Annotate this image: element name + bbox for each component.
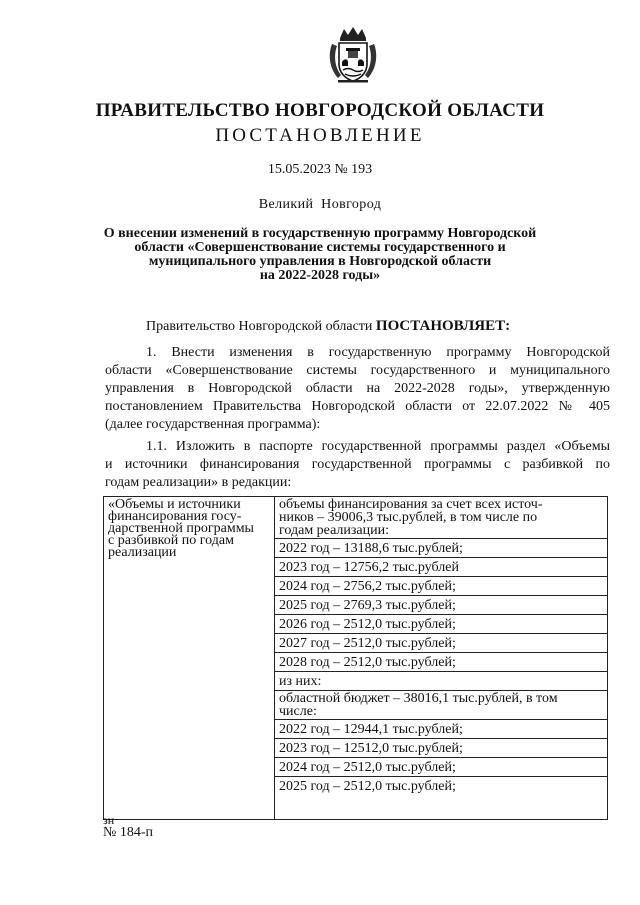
paragraph-line: области «Совершенствование системы государственного и муниципального — [105, 363, 610, 378]
funding-table — [103, 496, 608, 820]
funding-intro — [275, 497, 607, 539]
regional-budget — [275, 691, 607, 720]
funding-intro-line: объемы финансирования за счет всех источ- — [279, 497, 543, 512]
of-them-label: из них: — [275, 672, 607, 691]
title-line: муниципального управления в Новгородской области — [148, 254, 492, 269]
paragraph-line: годам реализации» в редакции: — [105, 475, 292, 490]
left-cell-line: дарственной программы — [108, 521, 254, 536]
regional-budget-line: числе: — [279, 704, 317, 719]
document-title — [0, 227, 640, 283]
intro-paragraph — [146, 317, 610, 336]
table-right-cell — [275, 497, 608, 820]
document-type: ПОСТАНОВЛЕНИЕ — [215, 125, 425, 146]
paragraph-line: (далее государственная программа): — [105, 417, 321, 432]
title-line: области «Совершенствование системы государственного и — [134, 240, 506, 255]
left-cell-line: «Объемы и источники — [108, 497, 241, 512]
city: Великий Новгород — [258, 197, 382, 212]
title-line: на 2022-2028 годы» — [259, 268, 381, 283]
funding-intro-line: годам реализации: — [279, 523, 389, 538]
funding-row: 2026 год – 2512,0 тыс.рублей; — [275, 615, 607, 634]
regional-budget-line: областной бюджет – 38016,1 тыс.рублей, в том — [279, 691, 558, 706]
paragraph-1-1 — [105, 438, 610, 492]
paragraph-line: 1.1. Изложить в паспорте государственной программы раздел «Объемы — [146, 439, 610, 454]
funding-row: 2028 год – 2512,0 тыс.рублей; — [275, 653, 607, 672]
paragraph-line: и источники финансирования государственной программы с разбивкой по — [105, 457, 610, 472]
regional-row: 2023 год – 12512,0 тыс.рублей; — [275, 739, 607, 758]
footer — [103, 815, 153, 841]
funding-row: 2024 год – 2756,2 тыс.рублей; — [275, 577, 607, 596]
footer-initials: зн — [103, 813, 115, 827]
regional-row: 2025 год – 2512,0 тыс.рублей; — [279, 779, 456, 794]
title-line: О внесении изменений в государственную программу Новгородской — [103, 226, 537, 241]
left-cell-line: финансирования госу- — [108, 509, 242, 524]
paragraph-line: управления в Новгородской области на 2022-2028 годы», утвержденную — [105, 381, 610, 396]
paragraph-line: постановлением Правительства Новгородской области от 22.07.2022 № 405 — [105, 399, 610, 414]
funding-row: 2025 год – 2769,3 тыс.рублей; — [275, 596, 607, 615]
left-cell-line: реализации — [108, 545, 177, 560]
funding-row: 2023 год – 12756,2 тыс.рублей — [275, 558, 607, 577]
table-left-cell — [104, 497, 275, 820]
funding-row: 2022 год – 13188,6 тыс.рублей; — [275, 539, 607, 558]
funding-row: 2027 год – 2512,0 тыс.рублей; — [275, 634, 607, 653]
paragraph-1 — [105, 344, 610, 434]
intro-text: Правительство Новгородской области — [146, 319, 376, 334]
footer-number: № 184-п — [103, 825, 154, 840]
regional-row: 2022 год – 12944,1 тыс.рублей; — [275, 720, 607, 739]
government-name: ПРАВИТЕЛЬСТВО НОВГОРОДСКОЙ ОБЛАСТИ — [95, 100, 545, 121]
paragraph-line: 1. Внести изменения в государственную программу Новгородской — [146, 345, 610, 360]
date-number: 15.05.2023 № 193 — [267, 162, 373, 177]
regional-row: 2024 год – 2512,0 тыс.рублей; — [275, 758, 607, 777]
intro-decree-word: ПОСТАНОВЛЯЕТ: — [375, 318, 511, 334]
novgorod-coat-of-arms-icon — [326, 26, 380, 84]
left-cell-line: с разбивкой по годам — [108, 533, 234, 548]
funding-intro-line: ников – 39006,3 тыс.рублей, в том числе по — [279, 510, 538, 525]
